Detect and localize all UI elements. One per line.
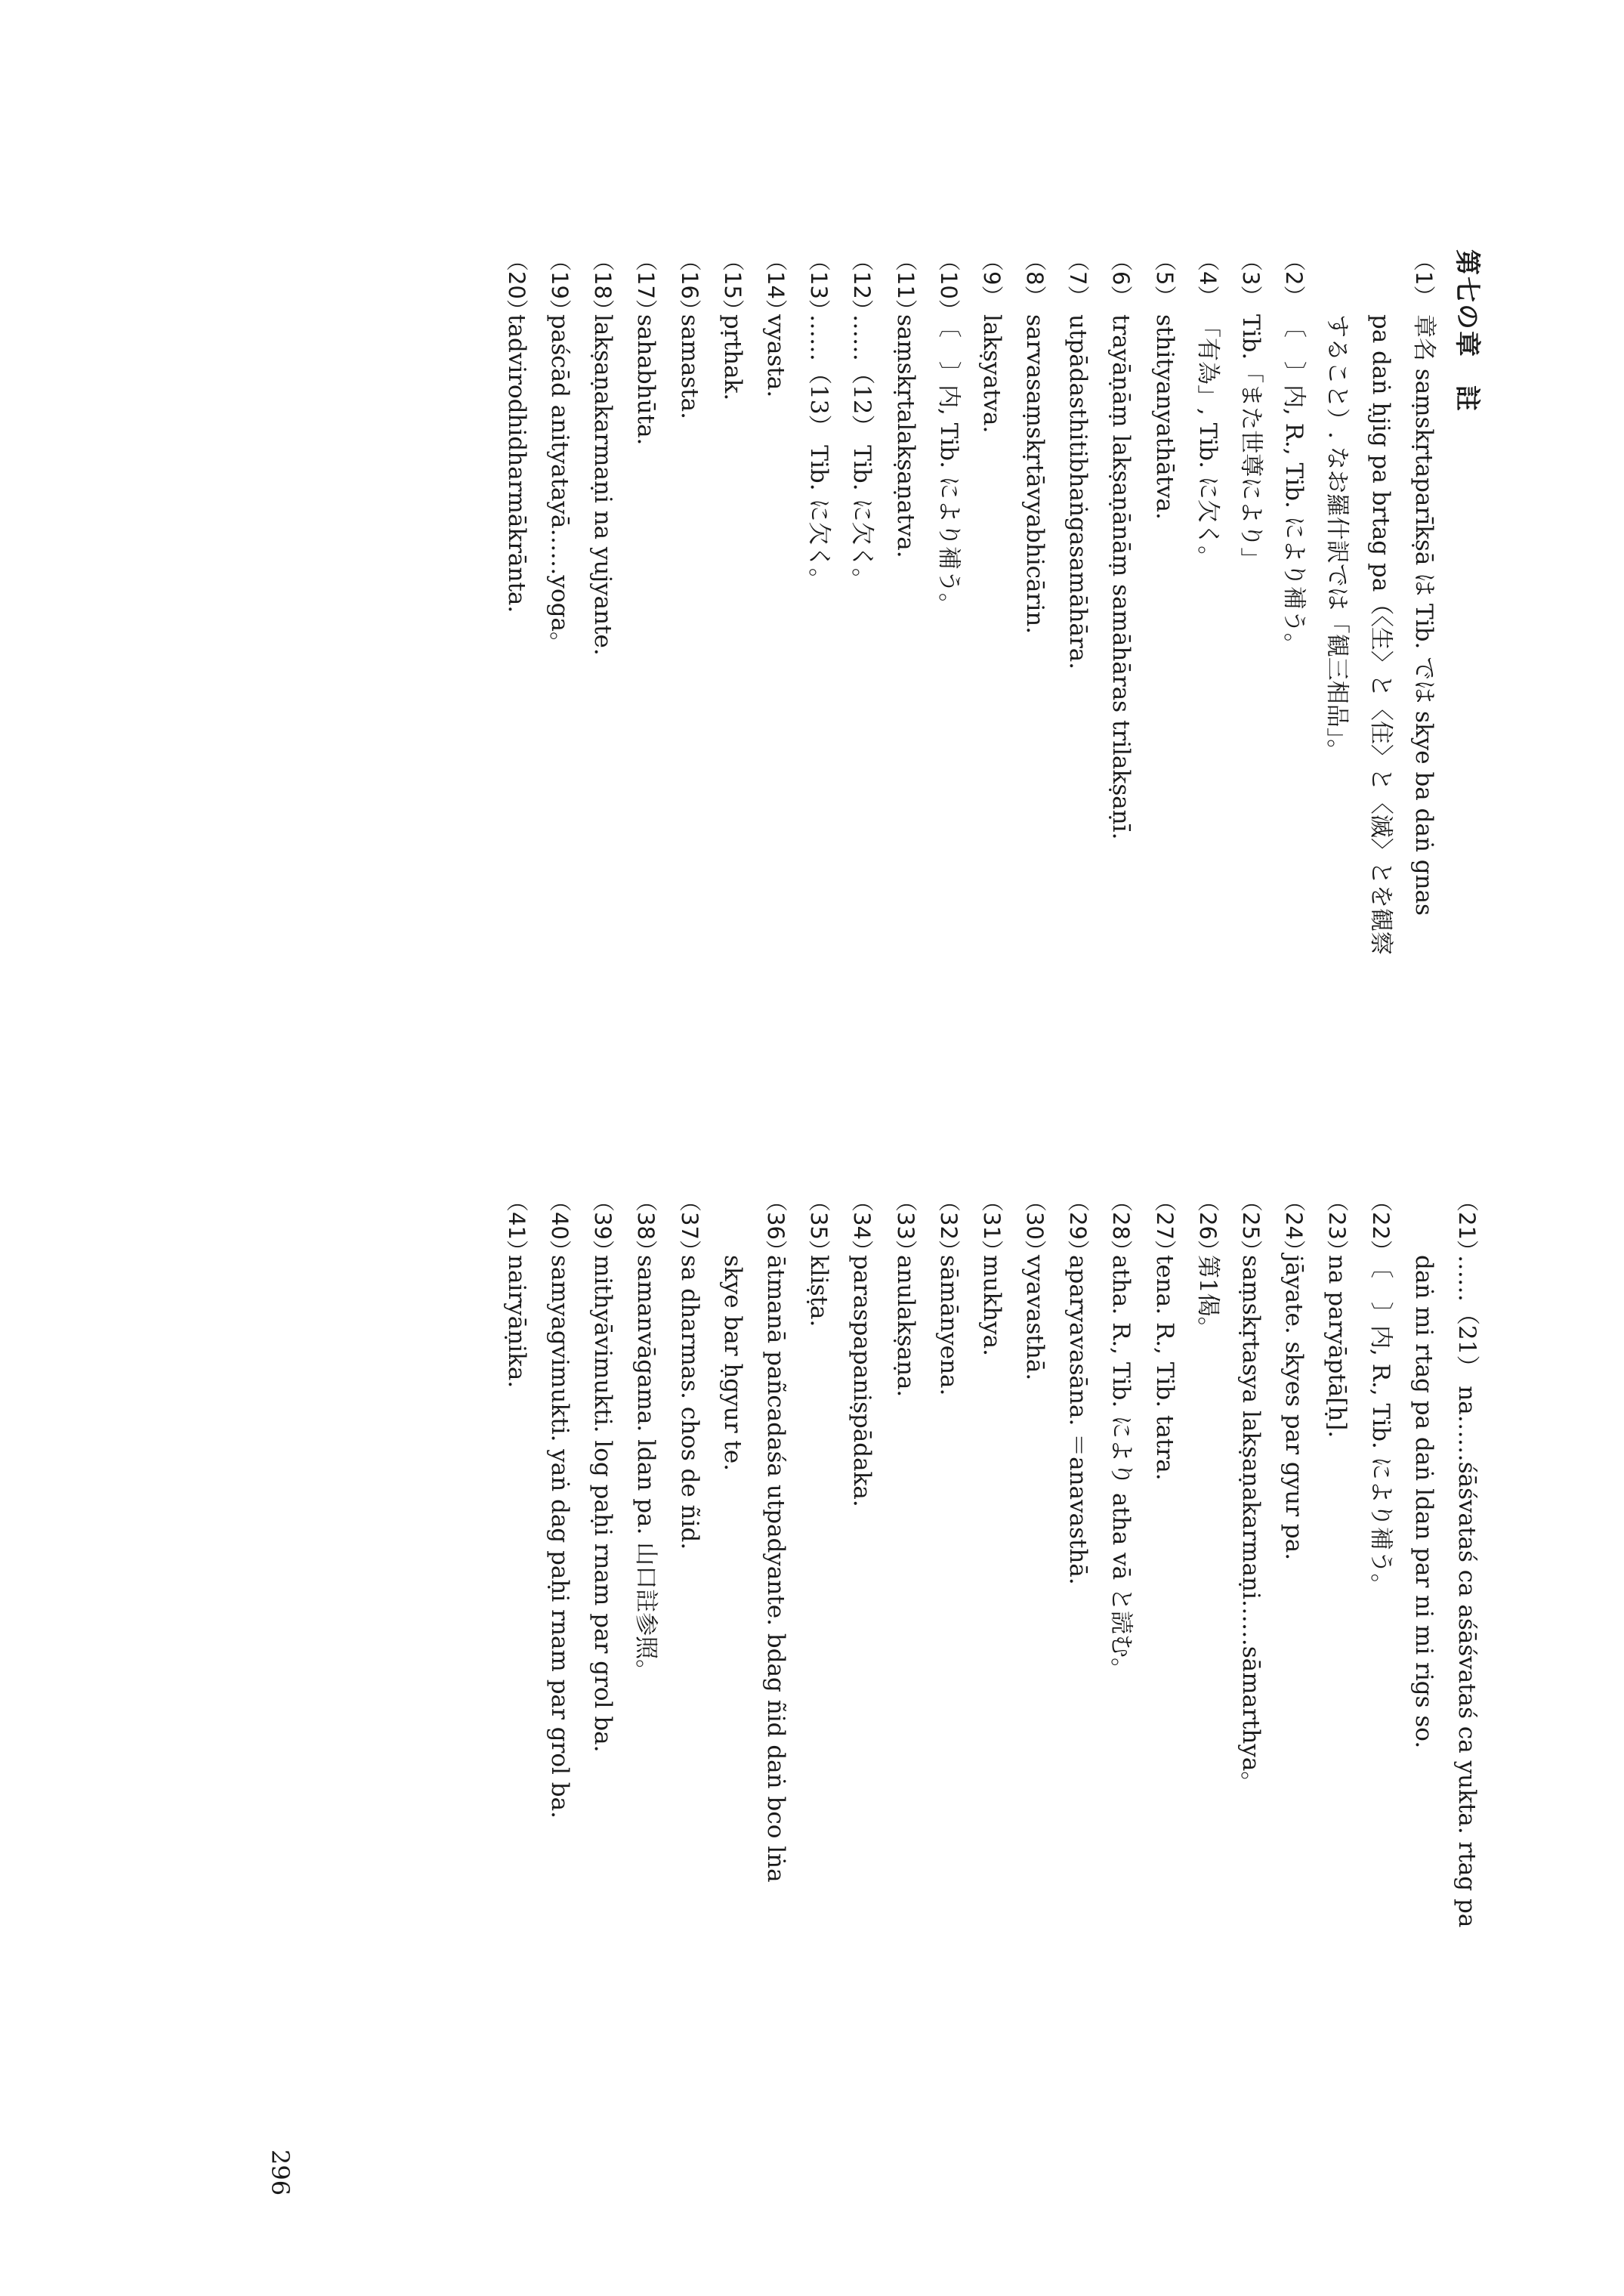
note-number: （35）	[806, 1190, 832, 1262]
note-39	[581, 1190, 624, 1927]
note-text: saṃskṛtalakṣaṇatva.	[891, 314, 919, 558]
note-number: （5）	[1151, 249, 1178, 307]
note-13	[797, 249, 840, 955]
note-text: すること）. なお羅什訳では「観三相品」。	[1323, 314, 1351, 763]
note-4	[1186, 249, 1229, 955]
note-number: （6）	[1108, 249, 1135, 307]
note-41	[495, 1190, 538, 1927]
note-number: （21）	[1454, 1190, 1480, 1262]
note-12	[840, 249, 883, 955]
note-35	[797, 1190, 840, 1927]
note-number: （34）	[849, 1190, 875, 1262]
note-2	[1272, 249, 1315, 955]
page-number: 296	[266, 2149, 295, 2196]
note-text: paraspараniṣpādaka.	[848, 1255, 876, 1507]
note-1-cont	[1358, 249, 1401, 955]
note-15	[711, 249, 754, 955]
note-number: （28）	[1108, 1190, 1135, 1262]
note-number: （19）	[547, 249, 573, 321]
note-text: sāmānyena.	[934, 1255, 962, 1396]
note-text: Tib.「また世尊により」	[1237, 314, 1265, 571]
note-number: （2）	[1281, 249, 1308, 307]
note-23	[1315, 1190, 1358, 1927]
note-14	[754, 249, 797, 955]
note-number: （23）	[1324, 1190, 1351, 1262]
note-30	[1013, 1190, 1056, 1927]
note-text: pa daṅ ḥjig pa brtag pa（〈生〉と〈住〉と〈滅〉とを観察	[1366, 314, 1394, 955]
note-text: sahabhūta.	[632, 314, 660, 446]
note-31	[970, 1190, 1013, 1927]
note-text: vyavasthā.	[1021, 1255, 1049, 1381]
note-22	[1358, 1190, 1401, 1927]
note-text: 章名 saṃskṛtaparīkṣā は Tib. では skye ba daṅ gnas	[1409, 314, 1437, 916]
note-text: utpādasthitibhaṅgasamāhāra.	[1064, 314, 1092, 670]
note-text: 第1偈。	[1193, 1255, 1221, 1340]
note-3	[1229, 249, 1272, 955]
note-text: mukhya.	[977, 1255, 1005, 1356]
note-7	[1056, 249, 1099, 955]
note-number: （25）	[1238, 1190, 1264, 1262]
note-text: paścād anityatayā……yoga。	[546, 314, 574, 656]
note-text: atha. R., Tib. により atha vā と読む。	[1107, 1255, 1135, 1682]
note-1-cont	[1315, 249, 1358, 955]
note-text: 〔 〕内, Tib. により補う。	[934, 314, 962, 616]
note-32	[927, 1190, 970, 1927]
note-text: ……（12） Tib. に欠く。	[848, 314, 876, 592]
note-text: sarvasaṃskṛtāvyabhicārin.	[1021, 314, 1049, 635]
note-21-cont	[1402, 1190, 1445, 1927]
note-text: 〔 〕内, R., Tib. により補う。	[1366, 1255, 1394, 1597]
note-number: （31）	[978, 1190, 1005, 1262]
chapter-heading: 第七の章 註	[1452, 249, 1482, 413]
note-9	[970, 249, 1013, 955]
note-38	[624, 1190, 667, 1927]
note-text: skye bar ḥgyur te.	[718, 1255, 746, 1472]
note-20	[495, 249, 538, 955]
note-10	[927, 249, 970, 955]
note-number: （37）	[676, 1190, 702, 1262]
note-8	[1013, 249, 1056, 955]
note-number: （22）	[1367, 1190, 1394, 1262]
note-text: vyasta.	[762, 314, 789, 398]
note-34	[840, 1190, 883, 1927]
note-number: （12）	[849, 249, 875, 321]
note-text: sthityanyathātva.	[1150, 314, 1178, 520]
note-26	[1186, 1190, 1229, 1927]
note-text: tena. R., Tib. tatra.	[1150, 1255, 1178, 1481]
note-text: daṅ mi rtag pa daṅ ldan par ni mi rigs so.	[1409, 1255, 1437, 1749]
note-17	[624, 249, 667, 955]
note-25	[1229, 1190, 1272, 1927]
note-6	[1099, 249, 1142, 955]
note-text: ……（21） na……śāśvataś ca aśāśvataś ca yukta. rtag pa	[1453, 1255, 1480, 1928]
note-text: ātmanā pañcadaśa utpadyante. bdag ñid daṅ bco lṅa	[762, 1255, 789, 1883]
note-text: ……（13） Tib. に欠く。	[805, 314, 833, 592]
note-text: anulakṣaṇa.	[891, 1255, 919, 1398]
note-text: samanvāgama. ldan pa. 山口註参照。	[632, 1255, 660, 1683]
note-number: （27）	[1151, 1190, 1178, 1262]
note-text: trayāṇāṃ lakṣaṇānāṃ samāhāras trilakṣaṇī.	[1107, 314, 1135, 840]
note-28	[1099, 1190, 1142, 1927]
note-36	[754, 1190, 797, 1927]
note-11	[883, 249, 926, 955]
note-number: （13）	[806, 249, 832, 321]
note-text: tadvirodhidharmākrānta.	[502, 314, 530, 613]
note-number: （39）	[590, 1190, 616, 1262]
note-number: （29）	[1065, 1190, 1091, 1262]
note-number: （10）	[935, 249, 962, 321]
note-number: （9）	[978, 249, 1005, 307]
note-text: jāyate. skyes par gyur pa.	[1280, 1255, 1308, 1561]
note-21	[1445, 1190, 1488, 1927]
note-33	[883, 1190, 926, 1927]
note-text: sa dharmas. chos de ñid.	[675, 1255, 703, 1550]
note-text: pṛthak.	[718, 314, 746, 401]
note-40	[538, 1190, 581, 1927]
note-number: （33）	[892, 1190, 919, 1262]
note-text: mithyāvimukti. log paḥi rnam par grol ba.	[589, 1255, 617, 1753]
note-19	[538, 249, 581, 955]
note-text: lakṣaṇakarmaṇi na yujyante.	[589, 314, 617, 656]
note-number: （4）	[1194, 249, 1221, 307]
note-16	[667, 249, 710, 955]
note-text: 〔 〕内, R., Tib. により補う。	[1280, 314, 1308, 657]
note-number: （16）	[676, 249, 702, 321]
note-number: （26）	[1194, 1190, 1221, 1262]
note-text: na paryāptā[ḥ].	[1323, 1255, 1351, 1438]
note-37	[667, 1190, 710, 1927]
note-text: kliṣṭa.	[805, 1255, 833, 1327]
note-number: （14）	[763, 249, 789, 321]
note-number: （40）	[547, 1190, 573, 1262]
note-number: （38）	[633, 1190, 659, 1262]
note-5	[1143, 249, 1186, 955]
note-number: （11）	[892, 249, 919, 321]
note-29	[1056, 1190, 1099, 1927]
note-number: （18）	[590, 249, 616, 321]
note-number: （1）	[1410, 249, 1437, 307]
note-text: aparyavasāna. ＝anavasthā.	[1064, 1255, 1092, 1585]
note-text: samyagvimukti. yaṅ dag paḥi rnam par grol ba.	[546, 1255, 574, 1819]
note-text: lakṣyatva.	[977, 314, 1005, 434]
note-number: （7）	[1065, 249, 1091, 307]
note-number: （20）	[503, 249, 529, 321]
note-36-cont	[711, 1190, 754, 1927]
notes-column-right	[495, 1190, 1488, 1927]
note-number: （15）	[719, 249, 746, 321]
notes-column-left	[495, 249, 1488, 955]
note-1	[1402, 249, 1445, 955]
note-number: （36）	[763, 1190, 789, 1262]
note-number: （32）	[935, 1190, 962, 1262]
note-text: nairyāṇika.	[502, 1255, 530, 1389]
note-text: samasta.	[675, 314, 703, 419]
note-number: （3）	[1238, 249, 1264, 307]
note-text: saṃskṛtasya lakṣaṇakarmaṇi……sāmarthya。	[1237, 1255, 1265, 1795]
note-27	[1143, 1190, 1186, 1927]
note-18	[581, 249, 624, 955]
note-24	[1272, 1190, 1315, 1927]
note-number: （24）	[1281, 1190, 1308, 1262]
note-number: （8）	[1022, 249, 1048, 307]
note-number: （41）	[503, 1190, 529, 1262]
note-number: （17）	[633, 249, 659, 321]
note-text: 「有為」, Tib. に欠く。	[1193, 314, 1221, 570]
note-number: （30）	[1022, 1190, 1048, 1262]
